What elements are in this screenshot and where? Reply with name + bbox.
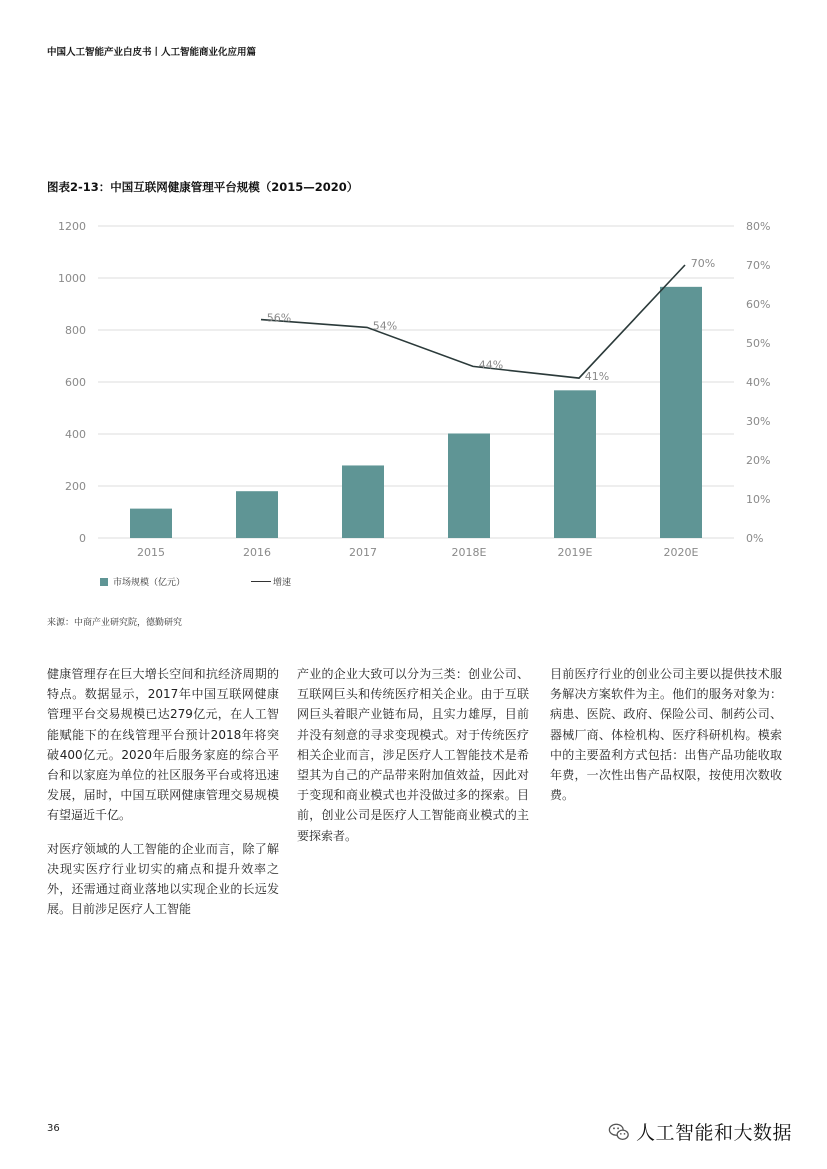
y-right-tick-label: 50%: [746, 337, 771, 350]
chart-bar: [448, 433, 490, 538]
y-right-tick-label: 10%: [746, 493, 771, 506]
paragraph: 对医疗领域的人工智能的企业而言，除了解决现实医疗行业切实的痛点和提升效率之外，还需通过商业落地以实现企业的长远发展。目前涉足医疗人工智能: [47, 841, 279, 917]
text-column-3: [550, 664, 782, 818]
paragraph: 产业的企业大致可以分为三类：创业公司、互联网巨头和传统医疗相关企业。由于互联网巨头着眼产业链布局，且实力雄厚，目前并没有刻意的寻求变现模式。对于传统医疗相关企业而言，涉足医疗人工智能技术是希望其为自己的产品带来附加值效益，因此对于变现和商业模式也并没做过多的探索。目前，创业公司是医疗人工智能商业模式的主要探索者。: [297, 667, 529, 843]
y-right-tick-label: 40%: [746, 376, 771, 389]
legend-bar-label: 市场规模（亿元）: [113, 578, 186, 588]
growth-data-label: 41%: [584, 370, 610, 384]
y-left-tick-label: 800: [65, 324, 86, 337]
legend-item-bar: [100, 575, 185, 588]
chart-bar: [554, 390, 596, 538]
chart-bar: [660, 287, 702, 538]
x-tick-label: 2020E: [663, 546, 699, 559]
growth-data-label: 54%: [372, 319, 398, 333]
x-tick-label: 2015: [137, 546, 165, 559]
chart-gridlines: [98, 226, 734, 538]
growth-data-label: 44%: [478, 358, 504, 372]
growth-data-label: 70%: [690, 257, 716, 270]
x-tick-label: 2017: [349, 546, 377, 559]
y-right-tick-label: 70%: [746, 259, 771, 272]
y-left-tick-label: 0: [79, 532, 86, 545]
legend-line-swatch: [251, 581, 271, 582]
text-column-1: [47, 664, 279, 932]
page-number: 36: [47, 1123, 60, 1134]
paragraph: 目前医疗行业的创业公司主要以提供技术服务解决方案软件为主。他们的服务对象为：病患、医院、政府、保险公司、制药公司、器械厂商、体检机构、医疗科研机构。模索中的主要盈利方式包括：出售产品功能收取年费，一次性出售产品权限，按使用次数收费。: [550, 667, 782, 803]
y-right-tick-label: 30%: [746, 415, 771, 428]
x-tick-label: 2018E: [451, 546, 487, 559]
chart-bar: [130, 509, 172, 538]
paragraph: 健康管理存在巨大增长空间和抗经济周期的特点。数据显示，2017年中国互联网健康管理平台交易规模已达279亿元，在人工智能赋能下的在线管理平台预计2018年将突破400亿元。2020年后服务家庭的综合平台和以家庭为单位的社区服务平台或将迅速发展，届时，中国互联网健康管理交易规模有望逼近千亿。: [47, 667, 279, 823]
y-right-tick-label: 0%: [746, 532, 764, 545]
y-right-tick-label: 80%: [746, 220, 771, 233]
bar-line-chart: [0, 210, 827, 570]
growth-line: [261, 265, 685, 378]
wechat-icon: [608, 1121, 630, 1143]
watermark-text: 人工智能和大数据: [636, 1122, 793, 1144]
y-left-tick-label: 1000: [58, 272, 86, 285]
figure-title: 图表2-13：中国互联网健康管理平台规模（2015—2020）: [47, 180, 359, 194]
figure-source: 来源：中商产业研究院，德勤研究: [47, 618, 183, 628]
growth-data-label: 56%: [266, 311, 292, 325]
chart-bar: [342, 465, 384, 538]
y-left-tick-label: 400: [65, 428, 86, 441]
y-left-tick-label: 200: [65, 480, 86, 493]
chart-bars: [130, 287, 702, 538]
legend-item-line: [251, 575, 291, 588]
y-right-tick-label: 20%: [746, 454, 771, 467]
y-left-tick-label: 600: [65, 376, 86, 389]
running-header: 中国人工智能产业白皮书丨人工智能商业化应用篇: [47, 47, 257, 58]
watermark: [608, 1118, 792, 1145]
y-left-tick-label: 1200: [58, 220, 86, 233]
chart-bar: [236, 491, 278, 538]
x-tick-label: 2016: [243, 546, 271, 559]
text-column-2: [297, 664, 529, 859]
legend-bar-swatch: [100, 578, 108, 586]
y-right-tick-label: 60%: [746, 298, 771, 311]
chart-growth-line: [261, 265, 685, 378]
x-tick-label: 2019E: [557, 546, 593, 559]
legend-line-label: 增速: [273, 578, 292, 588]
